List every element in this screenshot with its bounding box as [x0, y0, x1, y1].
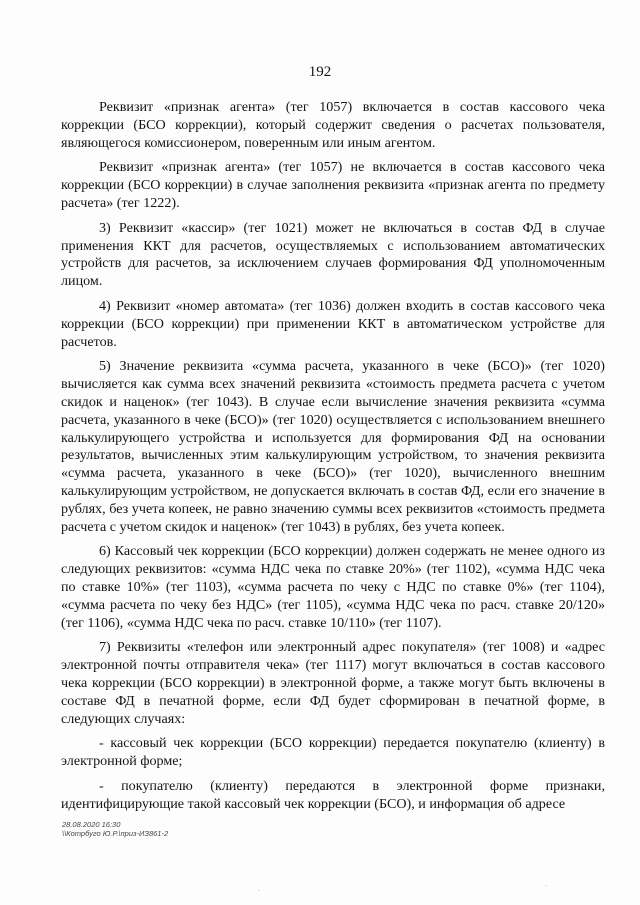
paragraph-agent-excluded: Реквизит «признак агента» (тег 1057) не включается в состав кассового чека коррекции (БСО коррекции) в случае заполнения реквизита «признак агента по предмету расчета» (тег 1222). — [61, 159, 605, 211]
paragraph-item-5-sum: 5) Значение реквизита «сумма расчета, указанного в чеке (БСО)» (тег 1020) вычисляется как сумма всех значений реквизита «стоимость предмета расчета с учетом скидок и наценок» (тег 1043). В случае если вычисление значения реквизита «сумма расчета, указанного в чеке (БСО)» (тег 1020) осуществляется с использованием внешнего калькулирующего устройства и используется для формирования ФД на основании результатов, вычисленных этим калькулирующим устройством, то значения реквизита «сумма расчета, указанного в чеке (БСО)» (тег 1020), вычисленного внешним калькулирующим устройством, не допускается включать в состав ФД, если его значение в рублях, без учета копеек, не равно значению суммы всех реквизитов «стоимость предмета расчета с учетом скидок и наценок» (тег 1043) в рублях, без учета копеек. — [61, 358, 605, 535]
paragraph-item-4-machine-number: 4) Реквизит «номер автомата» (тег 1036) должен входить в состав кассового чека коррекции (БСО коррекции) при применении ККТ в автоматическом устройстве для расчетов. — [61, 297, 605, 350]
footer-timestamp: 28.08.2020 16:30 — [62, 820, 121, 829]
scan-speck: · — [258, 888, 260, 895]
paragraph-item-7-contacts: 7) Реквизиты «телефон или электронный адрес покупателя» (тег 1008) и «адрес электронной почты отправителя чека» (тег 1117) могут включаться в состав кассового чека коррекции (БСО коррекции) в электронной форме, а также могут быть включены в составе ФД в печатной форме, если ФД будет сформирован в печатной форме, в следующих случаях: — [61, 639, 605, 727]
body-text — [61, 99, 605, 820]
list-item-identifying-attributes: - покупателю (клиенту) передаются в электронной форме признаки, идентифицирующие такой кассовый чек коррекции (БСО), и информация об адресе — [61, 777, 605, 812]
page-number: 192 — [308, 64, 332, 80]
footer-file-path: \\Котрбуго Ю.Р.\приз-ИЗ861-2 — [62, 829, 169, 838]
paragraph-item-6-vat: 6) Кассовый чек коррекции (БСО коррекции) должен содержать не менее одного из следующих реквизитов: «сумма НДС чека по ставке 20%» (тег 1102), «сумма НДС чека по ставке 10%» (тег 1103), «сумма расчета по чеку с НДС по ставке 0%» (тег 1104), «сумма расчета по чеку без НДС» (тег 1105), «сумма НДС чека по расч. ставке 20/120» (тег 1106), «сумма НДС чека по расч. ставке 10/110» (тег 1107). — [61, 543, 605, 631]
paragraph-agent-included: Реквизит «признак агента» (тег 1057) включается в состав кассового чека коррекции (БСО коррекции), который содержит сведения о расчетах пользователя, являющегося комиссионером, поверенным или иным агентом. — [61, 99, 605, 151]
scan-speck: · — [545, 883, 547, 890]
footer-stamp — [62, 820, 168, 838]
paragraph-item-3-cashier: 3) Реквизит «кассир» (тег 1021) может не включаться в состав ФД в случае применения ККТ для расчетов, осуществляемых с использованием автоматических устройств для расчетов, за исключением случаев формирования ФД уполномоченным лицом. — [61, 219, 605, 290]
list-item-electronic-form: - кассовый чек коррекции (БСО коррекции) передается покупателю (клиенту) в электронной форме; — [61, 735, 605, 770]
